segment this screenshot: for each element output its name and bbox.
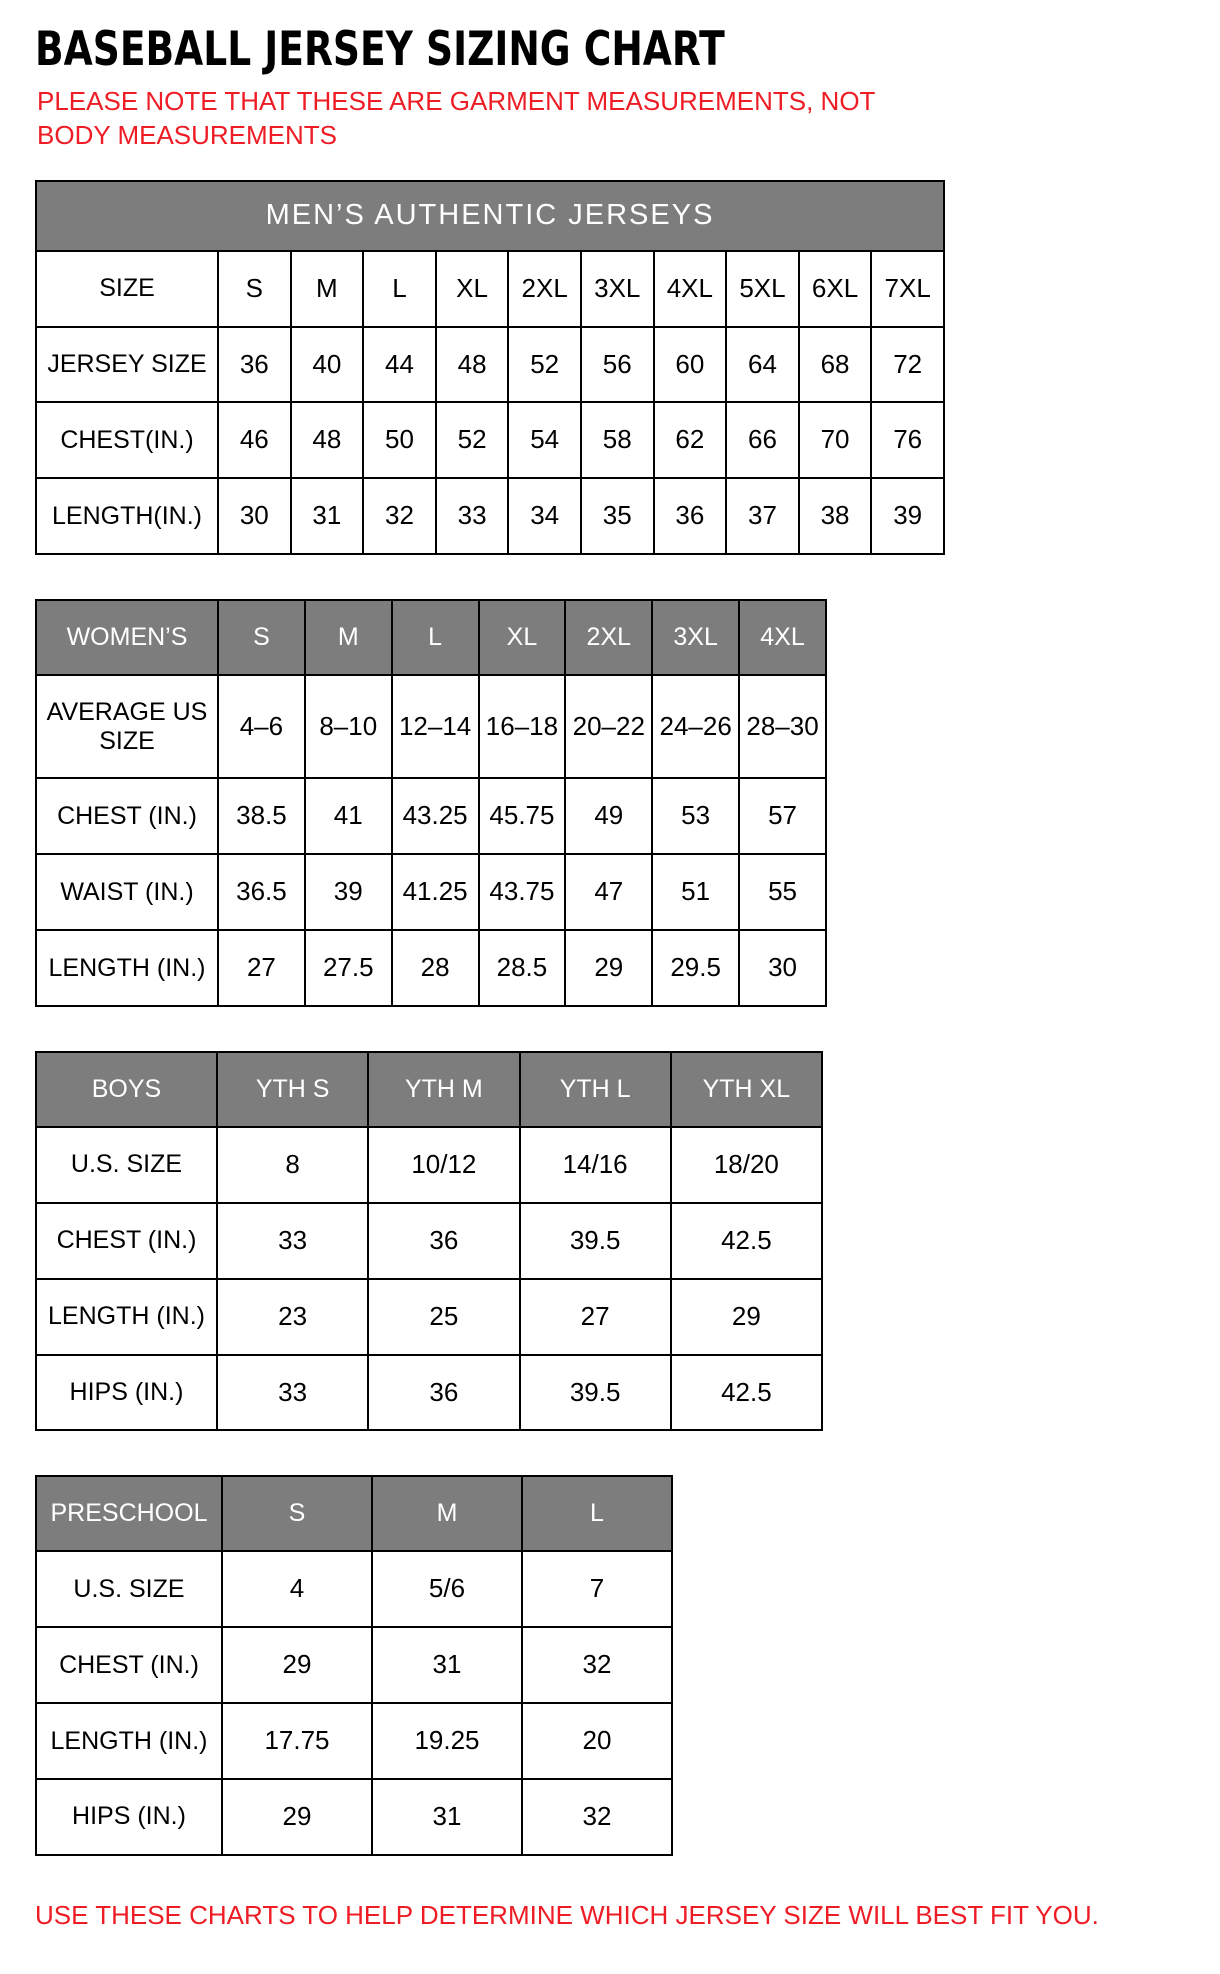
value-cell: 12–14 <box>392 675 479 779</box>
value-cell: 39.5 <box>520 1203 671 1279</box>
value-cell: 30 <box>739 930 826 1006</box>
value-cell: 30 <box>218 478 291 554</box>
value-cell: 43.75 <box>479 854 566 930</box>
value-cell: 28–30 <box>739 675 826 779</box>
table-row <box>36 675 826 779</box>
value-cell: 76 <box>871 402 944 478</box>
value-cell: 36.5 <box>218 854 305 930</box>
value-cell: M <box>291 251 364 327</box>
value-cell: 32 <box>363 478 436 554</box>
boys-header-row <box>36 1052 822 1127</box>
column-header-cell: M <box>305 600 392 675</box>
column-header-cell: YTH XL <box>671 1052 822 1127</box>
value-cell: 5XL <box>726 251 799 327</box>
value-cell: 31 <box>372 1779 522 1855</box>
value-cell: 36 <box>218 327 291 403</box>
value-cell: 64 <box>726 327 799 403</box>
value-cell: 10/12 <box>368 1127 519 1203</box>
value-cell: 19.25 <box>372 1703 522 1779</box>
mens-banner-row <box>36 181 944 250</box>
value-cell: 60 <box>654 327 727 403</box>
column-header-cell: 3XL <box>652 600 739 675</box>
row-label: PRESCHOOL <box>36 1476 222 1551</box>
value-cell: 36 <box>654 478 727 554</box>
table-row <box>36 1203 822 1279</box>
value-cell: 3XL <box>581 251 654 327</box>
value-cell: 27 <box>520 1279 671 1355</box>
value-cell: 34 <box>508 478 581 554</box>
column-header-cell: YTH L <box>520 1052 671 1127</box>
row-label: CHEST (IN.) <box>36 1627 222 1703</box>
value-cell: 57 <box>739 778 826 854</box>
row-label: AVERAGE US SIZE <box>36 675 218 779</box>
footer-note: USE THESE CHARTS TO HELP DETERMINE WHICH JERSEY SIZE WILL BEST FIT YOU. <box>35 1899 1099 1930</box>
column-header-cell: YTH S <box>217 1052 368 1127</box>
value-cell: 44 <box>363 327 436 403</box>
row-label: SIZE <box>36 251 218 327</box>
table-row <box>36 251 944 327</box>
row-label: JERSEY SIZE <box>36 327 218 403</box>
row-label: U.S. SIZE <box>36 1127 217 1203</box>
table-row <box>36 1355 822 1431</box>
row-label: LENGTH (IN.) <box>36 1279 217 1355</box>
value-cell: L <box>363 251 436 327</box>
column-header-cell: M <box>372 1476 522 1551</box>
value-cell: 29 <box>565 930 652 1006</box>
womens-sizing-table <box>35 599 827 1007</box>
column-header-cell: XL <box>479 600 566 675</box>
garment-measurements-note: PLEASE NOTE THAT THESE ARE GARMENT MEASUREMENTS, NOT BODY MEASUREMENTS <box>37 85 875 150</box>
value-cell: 33 <box>436 478 509 554</box>
value-cell: 29 <box>222 1779 372 1855</box>
value-cell: 47 <box>565 854 652 930</box>
value-cell: 17.75 <box>222 1703 372 1779</box>
value-cell: 62 <box>654 402 727 478</box>
table-row <box>36 327 944 403</box>
row-label: WAIST (IN.) <box>36 854 218 930</box>
value-cell: 45.75 <box>479 778 566 854</box>
value-cell: 52 <box>508 327 581 403</box>
table-row <box>36 778 826 854</box>
value-cell: 25 <box>368 1279 519 1355</box>
row-label: HIPS (IN.) <box>36 1779 222 1855</box>
value-cell: 2XL <box>508 251 581 327</box>
column-header-cell: 2XL <box>565 600 652 675</box>
value-cell: 36 <box>368 1355 519 1431</box>
column-header-cell: YTH M <box>368 1052 519 1127</box>
value-cell: 43.25 <box>392 778 479 854</box>
value-cell: 36 <box>368 1203 519 1279</box>
value-cell: 28 <box>392 930 479 1006</box>
column-header-cell: L <box>392 600 479 675</box>
value-cell: 38.5 <box>218 778 305 854</box>
value-cell: 4 <box>222 1551 372 1627</box>
value-cell: 58 <box>581 402 654 478</box>
value-cell: 27 <box>218 930 305 1006</box>
value-cell: 68 <box>799 327 872 403</box>
mens-banner: MEN’S AUTHENTIC JERSEYS <box>36 181 944 250</box>
value-cell: 8 <box>217 1127 368 1203</box>
table-row <box>36 1703 672 1779</box>
value-cell: 41.25 <box>392 854 479 930</box>
value-cell: S <box>218 251 291 327</box>
value-cell: 8–10 <box>305 675 392 779</box>
value-cell: 70 <box>799 402 872 478</box>
value-cell: 33 <box>217 1203 368 1279</box>
column-header-cell: S <box>222 1476 372 1551</box>
value-cell: 39.5 <box>520 1355 671 1431</box>
value-cell: 5/6 <box>372 1551 522 1627</box>
boys-sizing-table <box>35 1051 823 1431</box>
value-cell: 46 <box>218 402 291 478</box>
value-cell: 42.5 <box>671 1203 822 1279</box>
value-cell: 16–18 <box>479 675 566 779</box>
value-cell: 7 <box>522 1551 672 1627</box>
value-cell: 48 <box>436 327 509 403</box>
value-cell: 29.5 <box>652 930 739 1006</box>
value-cell: 4XL <box>654 251 727 327</box>
row-label: U.S. SIZE <box>36 1551 222 1627</box>
column-header-cell: L <box>522 1476 672 1551</box>
preschool-sizing-table <box>35 1475 673 1855</box>
value-cell: 29 <box>671 1279 822 1355</box>
value-cell: 50 <box>363 402 436 478</box>
value-cell: 66 <box>726 402 799 478</box>
value-cell: 39 <box>305 854 392 930</box>
value-cell: 52 <box>436 402 509 478</box>
value-cell: 35 <box>581 478 654 554</box>
row-label: WOMEN’S <box>36 600 218 675</box>
value-cell: 42.5 <box>671 1355 822 1431</box>
value-cell: 33 <box>217 1355 368 1431</box>
value-cell: 54 <box>508 402 581 478</box>
value-cell: 48 <box>291 402 364 478</box>
row-label: LENGTH(IN.) <box>36 478 218 554</box>
row-label: CHEST (IN.) <box>36 1203 217 1279</box>
preschool-header-row <box>36 1476 672 1551</box>
column-header-cell: 4XL <box>739 600 826 675</box>
value-cell: 29 <box>222 1627 372 1703</box>
value-cell: 6XL <box>799 251 872 327</box>
value-cell: 51 <box>652 854 739 930</box>
value-cell: 24–26 <box>652 675 739 779</box>
row-label: LENGTH (IN.) <box>36 1703 222 1779</box>
value-cell: 18/20 <box>671 1127 822 1203</box>
value-cell: 31 <box>291 478 364 554</box>
row-label: LENGTH (IN.) <box>36 930 218 1006</box>
value-cell: 72 <box>871 327 944 403</box>
table-row <box>36 1279 822 1355</box>
value-cell: 27.5 <box>305 930 392 1006</box>
value-cell: 32 <box>522 1779 672 1855</box>
value-cell: 55 <box>739 854 826 930</box>
row-label: CHEST(IN.) <box>36 402 218 478</box>
table-row <box>36 1127 822 1203</box>
table-row <box>36 478 944 554</box>
womens-header-row <box>36 600 826 675</box>
table-row <box>36 854 826 930</box>
page-title: BASEBALL JERSEY SIZING CHART <box>35 22 725 77</box>
value-cell: 38 <box>799 478 872 554</box>
value-cell: 4–6 <box>218 675 305 779</box>
value-cell: 37 <box>726 478 799 554</box>
table-row <box>36 930 826 1006</box>
value-cell: 53 <box>652 778 739 854</box>
value-cell: 20 <box>522 1703 672 1779</box>
table-row <box>36 1551 672 1627</box>
value-cell: 20–22 <box>565 675 652 779</box>
table-row <box>36 1779 672 1855</box>
value-cell: 7XL <box>871 251 944 327</box>
row-label: BOYS <box>36 1052 217 1127</box>
value-cell: 56 <box>581 327 654 403</box>
value-cell: 39 <box>871 478 944 554</box>
value-cell: 41 <box>305 778 392 854</box>
row-label: HIPS (IN.) <box>36 1355 217 1431</box>
value-cell: 31 <box>372 1627 522 1703</box>
value-cell: 49 <box>565 778 652 854</box>
value-cell: 14/16 <box>520 1127 671 1203</box>
value-cell: 32 <box>522 1627 672 1703</box>
row-label: CHEST (IN.) <box>36 778 218 854</box>
value-cell: 40 <box>291 327 364 403</box>
table-row <box>36 1627 672 1703</box>
table-row <box>36 402 944 478</box>
value-cell: 28.5 <box>479 930 566 1006</box>
column-header-cell: S <box>218 600 305 675</box>
value-cell: XL <box>436 251 509 327</box>
mens-sizing-table <box>35 180 945 555</box>
value-cell: 23 <box>217 1279 368 1355</box>
